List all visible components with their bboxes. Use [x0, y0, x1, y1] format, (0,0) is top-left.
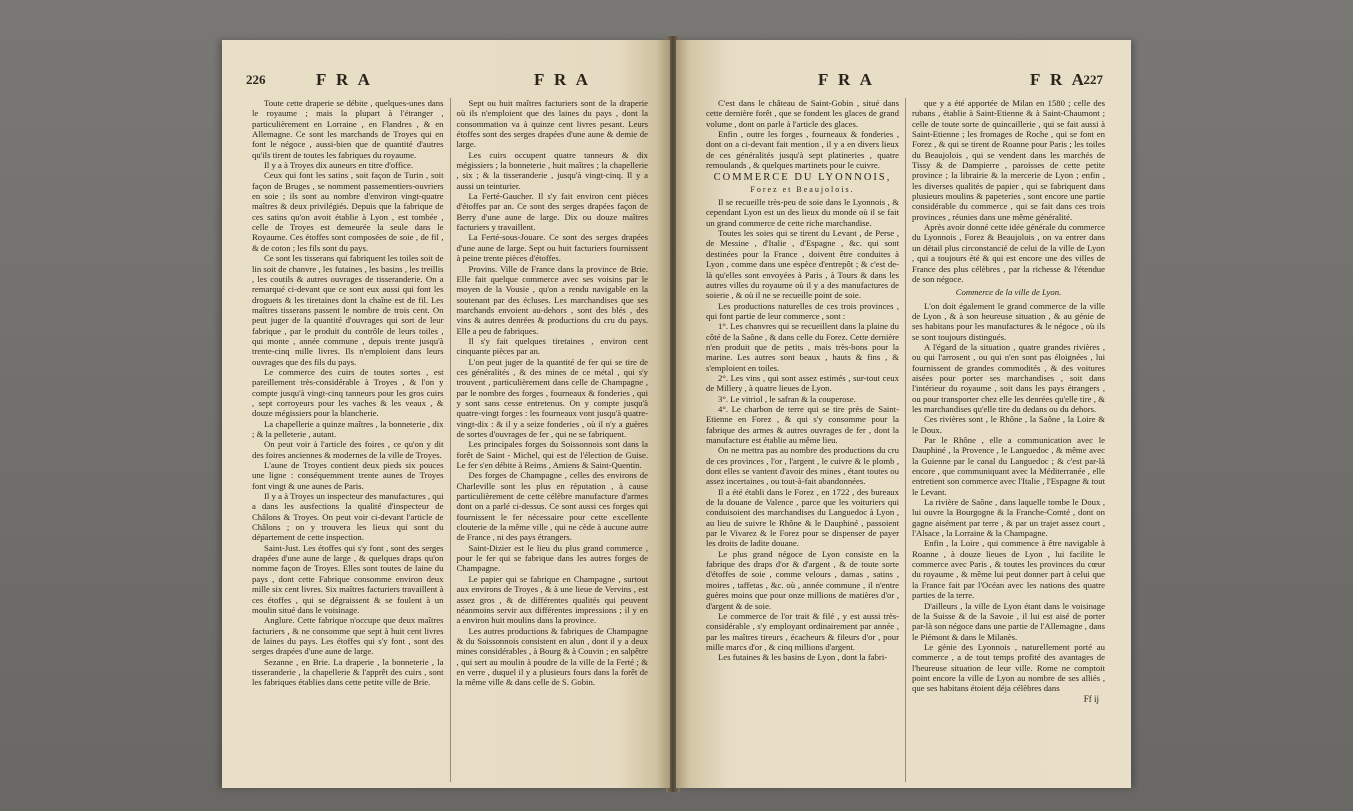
paragraph: Provins. Ville de France dans la province de Brie. Elle fait quelque commerce avec ses voisins par le moyen de la Vousie , qu'on a rendu navigable en la soutenant par des écluses. Les marchandises que ses marchands envoient au-dehors , sont des blés , des vins & autres denrées & productions du cru du pays. Elle a peu de fabriques. [456, 263, 648, 336]
paragraph: La chapellerie a quinze maîtres , la bonneterie , dix ; & la pelleterie , autant. [252, 418, 444, 439]
paragraph: Enfin , outre les forges , fourneaux & fonderies , dont on a ci-devant fait mention , il y a en divers lieux de ces généralités jusqu'à sept platineries , quatre remoulands , & quelques martinets pour le cuivre. [706, 129, 899, 171]
right-page-number: 227 [1083, 72, 1103, 87]
section-subtitle: Forez et Beaujolois. [750, 184, 855, 194]
left-running-head-2: F R A [534, 70, 591, 89]
paragraph: 3°. Le vitriol , le safran & la couperose. [718, 393, 856, 404]
paragraph: Les futaines & les basins de Lyon , dont la fabri- [718, 652, 888, 663]
paragraph: L'on doit également le grand commerce de la ville de Lyon , & à son heureuse situation , & au génie de ses habitans pour les manufactures & le négoce , où ils se sont toujours distingués. [912, 300, 1105, 342]
paragraph: Le papier qui se fabrique en Champagne , surtout aux environs de Troyes , & à une lieue de Vervins , est assez gros , & de différentes qualités qui peuvent néanmoins servir aux différentes impressions ; il y en a environ huit moulins dans la province. [456, 573, 648, 626]
paragraph: Sezanne , en Brie. La draperie , la bonneterie , la tisseranderie , la chapellerie & l'apprêt des cuirs , sont les fabriques établies dans cette petite ville de Brie. [252, 656, 444, 688]
right-page-header [700, 40, 1107, 89]
paragraph: Le plus grand négoce de Lyon consiste en la fabrique des draps d'or & d'argent , & de toute sorte d'étoffes de soie , comme velours , damas , satins , moires , taffetas , &c. où , année commune , il n'entre guères moins que pour onze millions de matières d'or , d'argent & de soie. [706, 548, 899, 611]
paragraph: 1°. Les chanvres qui se recueillent dans la plaine du côté de la Saône , & dans celle du Forez. Cette dernière n'en produit que de petits , mais très-bons pour la marine. Les autres sont beaux , hauts & fins , & s'emploient en toiles. [706, 321, 899, 373]
section-title-commerce-ville-lyon: Commerce de la ville de Lyon. [955, 287, 1062, 298]
right-running-head-2: F R A [1030, 70, 1087, 89]
paragraph: 4°. Le charbon de terre qui se tire près de Saint-Etienne en Forez , & qui s'y consomme pour la fabrique des armes & autres ouvrages de fer , dont la manufacture est établie au même lieu. [706, 403, 899, 445]
paragraph: Les autres productions & fabriques de Champagne & du Soissonnois consistent en alun , dont il y a deux mines considérables , à Bourg & à Couvin ; en salpêtre , qui sert au moulin à poudre de la ville de la Ferté ; & en verre , duquel il y a plusieurs fours dans la forêt de la même ville & dans celle de S. Gobin. [456, 625, 648, 688]
paragraph: Saint-Just. Les étoffes qui s'y font , sont des serges drapées d'une aune de large , & quelques draps qu'on nomme façon de Troyes. Elles sont toutes de laine du pays , dont cette Fabrique consomme environ deux mille six cent livres. Six maîtres facturiers travaillent à ces étoffes , qui se dégraissent & se foulent à un moulin situé dans le voisinage. [252, 542, 444, 615]
section-title-commerce-lyonnois: COMMERCE DU LYONNOIS, [713, 172, 892, 184]
right-running-head-1: F R A [818, 70, 875, 89]
paragraph: Anglure. Cette fabrique n'occupe que deux maîtres facturiers , & ne consomme que sept à huit cent livres de laines du pays. Les étoffes qui s'y font , sont des serges drapées d'une aune de large. [252, 615, 444, 657]
paragraph: La rivière de Saône , dans laquelle tombe le Doux , lui ouvre la Bourgogne & la Franche-Comté , dont on gagne aisément par terre , & par un trajet assez court , l'Alsace , la Lorraine & la Champagne. [912, 497, 1105, 539]
signature-mark: Ff ij [1083, 693, 1099, 704]
paragraph: L'on peut juger de la quantité de fer qui se tire de ces généralités , & des mines de ce métal , qui s'y trouvent , particulièrement dans celle de Champagne , par le nombre des forges , fourneaux & fonderies , qui y sont sans cesse entretenus. On y compte jusqu'à quatre-vingt forges : les fourneaux vont jusqu'à quatre-vingt-dix : & il y a seize fonderies , où il n'y a guères de sortes d'ouvrages de fer , qui ne se fabriquent. [456, 356, 648, 439]
left-page-header [246, 40, 646, 89]
paragraph: Enfin , la Loire , qui commence à être navigable à Roanne , à douze lieues de Lyon , lui facilite le commerce avec Paris , & toutes les provinces du cœur du royaume , & même lui peut donner part à celui que la France fait par l'Océan avec les nations des quatre parties de la terre. [912, 538, 1105, 601]
paragraph: Les productions naturelles de ces trois provinces , qui font partie de leur commerce , sont : [706, 300, 899, 321]
paragraph: Ceux qui font les satins , soit façon de Turin , soit façon de Bruges , se nomment passementiers-ouvriers en soie ; ils sont au nombre d'environ vingt-quatre maîtres & deux privilégiés. Depuis que la fabrique de ces satins qu'on avoit établie à Lyon , est tombée , celle de Troyes est demeurée la seule dans le Royaume. Ces étoffes sont composées de soie , de fil , & de coton ; les fils sont du pays. [252, 170, 444, 253]
paragraph: Le commerce de l'or trait & filé , y est aussi très-considérable , s'y employant ordinairement par année , par les maîtres tireurs , écacheurs & fileurs d'or , pour mille marcs d'or , & cinq millions d'argent. [706, 610, 899, 652]
right-page-column-1 [676, 98, 905, 782]
paragraph: Ce sont les tisserans qui fabriquent les toiles soit de lin soit de chanvre , les futaines , les basins , les treillis , les coutils & autres ouvrages de tisseranderie. On a remarqué ci-devant que ce sont eux aussi qui font les droguets & les tiretaines dont la chaîne est de fil. Les maîtres tisserans passent le nombre de trois cent. On peut juger de la quantité d'ouvrages qui sort de leur fabrique , par le produit du contrôle de leurs toiles , qui monte , année commune , depuis trente jusqu'à trente-cinq mille livres. Ils n'emploient dans leurs ouvrages que des fils du pays. [252, 253, 444, 367]
left-running-head-1: F R A [316, 70, 373, 89]
left-page-column-1 [222, 98, 450, 782]
paragraph: D'ailleurs , la ville de Lyon étant dans le voisinage de la Suisse & de la Savoie , il lui est aisé de porter par-là son négoce dans une partie de l'Allemagne , dans le Piémont & dans le Milanès. [912, 600, 1105, 642]
paragraph: C'est dans le château de Saint-Gobin , situé dans cette dernière forêt , que se fondent les glaces de grand volume , dont on parle à l'article des glaces. [706, 98, 899, 129]
paragraph: L'aune de Troyes contient deux pieds six pouces une ligne : conséquemment trente aunes de Troyes font vingt & une aunes de Paris. [252, 460, 444, 491]
paragraph: A l'égard de la situation , quatre grandes rivières , ou qui l'arrosent , ou qui n'en sont pas éloignées , lui fournissent de grandes commodités , & des voitures aisées pour porter ses marchandises , soit dans l'intérieur du royaume , soit dans les pays étrangers , ou pour transporter chez elle les denrées qu'elle tire , & les marchandises qu'elle tire du dedans ou du dehors. [912, 341, 1105, 414]
paragraph: Les cuirs occupent quatre tanneurs & dix mégissiers ; la bonneterie , huit maîtres ; la chapellerie , six ; & la tisseranderie , jusqu'à vingt-cinq. Il y a aussi un teinturier. [456, 149, 648, 191]
paragraph: Après avoir donné cette idée générale du commerce du Lyonnois , Forez & Beaujolois , on va entrer dans un détail plus circonstancié de celui de la ville de Lyon , qui a toujours été & qui est encore une des villes de France des plus célèbres , par la richesse & l'étendue de son négoce. [912, 222, 1105, 284]
paragraph: Il se recueille très-peu de soie dans le Lyonnois , & cependant Lyon est un des lieux du monde où il se fait un grand commerce de cette riche marchandise. [706, 197, 899, 228]
paragraph: On peut voir à l'article des foires , ce qu'on y dit des foires anciennes & modernes de la ville de Troyes. [252, 439, 444, 460]
paragraph: On ne mettra pas au nombre des productions du cru de ces provinces , l'or , l'argent , le cuivre & le plomb , dont elles se vantent d'avoir des mines , étant toutes ou assez incertaines , ou tout-à-fait abandonnées. [706, 445, 899, 487]
paragraph: La Ferté-sous-Jouare. Ce sont des serges drapées d'une aune de large. Sept ou huit facturiers fournissent à peine trente pièces d'étoffes. [456, 232, 648, 264]
paragraph: Les principales forges du Soissonnois sont dans la forêt de Saint - Michel, qui est de l'élection de Guise. Le fer s'en débite à Reims , Amiens & Saint-Quentin. [456, 439, 648, 471]
paragraph: 2°. Les vins , qui sont assez estimés , sur-tout ceux de Millery , à quatre lieues de Lyon. [706, 372, 899, 394]
paragraph: Le génie des Lyonnois , naturellement porté au commerce , a de tout temps profité des avantages de l'heureuse situation de leur ville. Rome ne comptoit point encore la ville de Lyon au nombre de ses alliés , que ses habitans étoient déja célèbres dans [912, 641, 1105, 694]
paragraph: La Ferté-Gaucher. Il s'y fait environ cent pièces d'étoffes par an. Ce sont des serges drapées façon de Berry d'une aune de large. Dix ou douze maîtres facturiers y travaillent. [456, 191, 648, 233]
paragraph: Il a été établi dans le Forez , en 1722 , des bureaux de la douane de Valence , parce que les voituriers qui conduisoient des marchandises du Languedoc à Lyon , au lieu de suivre le Rhône & le Dauphiné , passoient par le Vivarez & le Forez pour se dispenser de payer les droits de ladite douane. [706, 486, 899, 549]
paragraph: Sept ou huit maîtres facturiers sont de la draperie où ils n'emploient que des laines du pays , dont la consommation va à quinze cent livres pesant. Leurs étoffes sont des serges drapées d'une aune & demie de large. [456, 98, 648, 150]
paragraph: Saint-Dizier est le lieu du plus grand commerce , pour le fer qui se fabrique dans les autres forges de Champagne. [456, 542, 648, 574]
paragraph: Des forges de Champagne , celles des environs de Charleville sont les plus en réputation , à cause particulièrement de cette célèbre manufacture d'armes dont on a parlé ci-dessus. Ce sont aussi ces forges qui fournissent le fer nécessaire pour cette excellente clouterie de la même ville , qui ne cède à aucune autre de France , ni des pays étrangers. [456, 470, 648, 543]
left-page [222, 40, 670, 788]
right-page-column-2 [905, 98, 1131, 782]
paragraph: Il s'y fait quelques tiretaines , environ cent cinquante pièces par an. [456, 335, 648, 357]
paragraph: Toute cette draperie se débite , quelques-unes dans le royaume ; mais la plupart à l'étranger , particulièrement en Lorraine , en Flandres , & en Allemagne. Ce sont les marchands de Troyes qui en font le négoce , aussi-bien que de quantité d'autres qu'ils tirent de toutes les fabriques du royaume. [252, 98, 444, 160]
left-page-number: 226 [246, 72, 266, 87]
paragraph: Toutes les soies qui se tirent du Levant , de Perse , de Messine , d'Italie , d'Espagne , &c. qui sont destinées pour la France , doivent être conduites à Lyon , comme dans une espèce d'entrepôt ; & c'est de-là qu'elles sont envoyées à Paris , à Tours & dans les autres villes du royaume où il y a des manufactures de soierie , & où il ne se recueille point de soie. [706, 228, 899, 301]
paragraph: que y a été apportée de Milan en 1580 ; celle des rubans , établie à Saint-Etienne & à Saint-Chaumont ; celle de toute sorte de quincaillerie , qui se fait aussi à Saint-Etienne ; les fromages de Roche , qui se font en Forez , & qui se tirent de Roanne pour Paris ; les toiles du Beaujolois , qui se vendent dans les marchés de Tissy & de Dampierre , paroisses de cette petite province ; la librairie & la mercerie de Lyon ; enfin , les diverses qualités de papier , qui se fabriquent dans plusieurs moulins & papeteries , sont encore une partie considérable du commerce , qui se fait dans ces trois provinces , réunies dans une même généralité. [912, 98, 1105, 222]
paragraph: Par le Rhône , elle a communication avec le Dauphiné , la Provence , le Languedoc , & même avec la Guienne par le canal du Languedoc ; & c'est par-là encore , que communiquant avec la Méditerranée , elle entretient son commerce avec l'Italie , l'Espagne & tout le Levant. [912, 435, 1105, 497]
right-page [676, 40, 1131, 788]
paragraph: Il y a à Troyes un inspecteur des manufactures , qui a dans les ausfections la qualité d'inspecteur de Châlons & Troyes. On peut voir ci-devant l'article de Châlons ; on y trouvera les lieux qui sont du département de cette inspection. [252, 491, 444, 543]
paragraph: Le commerce des cuirs de toutes sortes , est pareillement très-considérable à Troyes , & l'on y compte jusqu'à vingt-cinq tanneurs pour les gros cuirs , sept corroyeurs pour les vaches & les veaux , & douze mégissiers pour la blancherie. [252, 366, 444, 419]
paragraph: Ces rivières sont , le Rhône , la Saône , la Loire & le Doux. [912, 414, 1105, 435]
left-page-column-2 [450, 98, 671, 782]
paragraph: Il y a à Troyes dix auneurs en titre d'office. [264, 160, 414, 171]
